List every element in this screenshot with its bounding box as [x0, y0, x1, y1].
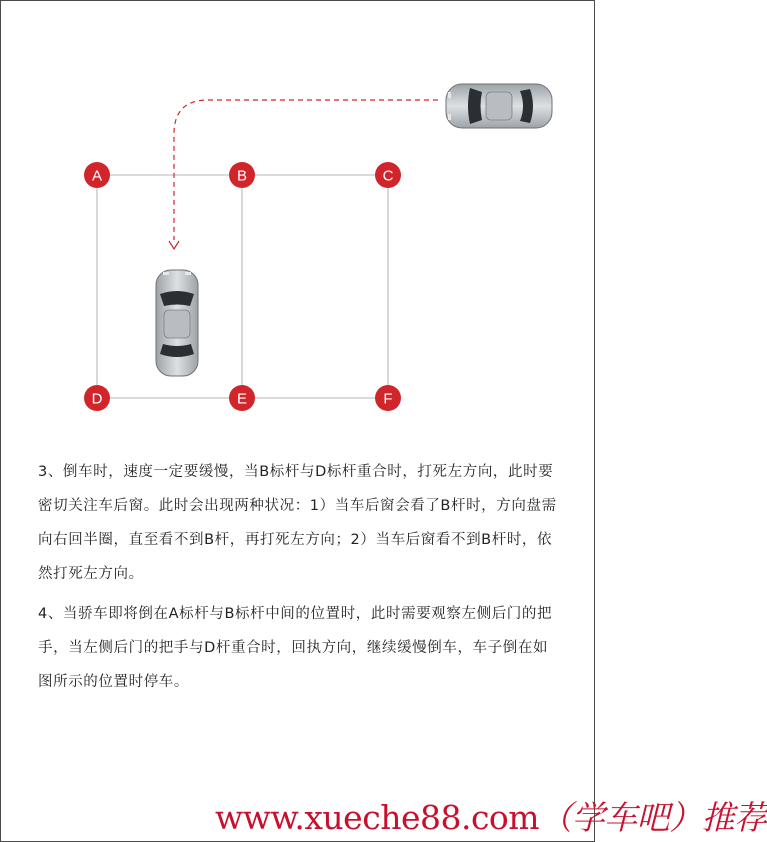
parking-diagram: [0, 0, 595, 430]
marker-b: [229, 162, 255, 188]
paragraph-step-4: 4、当骄车即将倒在A标杆与B标杆中间的位置时，此时需要观察左侧后门的把手，当左侧后门的把手与D杆重合时，回执方向，继续缓慢倒车，车子倒在如图所示的位置时停车。: [38, 606, 553, 690]
svg-text:A: A: [91, 167, 103, 185]
footer-site-name: （学车吧）推荐: [539, 798, 767, 837]
car-final-position: [156, 270, 198, 376]
svg-text:C: C: [382, 167, 394, 185]
path-arrowhead: [169, 241, 179, 249]
svg-text:B: B: [236, 167, 248, 185]
marker-f: [375, 385, 401, 411]
instruction-text: [38, 455, 558, 699]
grid-lines: [97, 175, 388, 398]
footer-url[interactable]: www.xueche88.com: [215, 798, 540, 837]
footer-watermark: [215, 796, 767, 840]
marker-a: [84, 162, 110, 188]
car-start-position: [446, 84, 552, 128]
marker-e: [229, 385, 255, 411]
svg-text:E: E: [236, 390, 248, 408]
paragraph-step-3: 3、倒车时，速度一定要缓慢，当B标杆与D标杆重合时，打死左方向，此时要密切关注车后窗。此时会出现两种状况：1）当车后窗会看了B杆时，方向盘需向右回半圈，直至看不到B杆，再打死左方向；2）当车后窗看不到B杆时，依然打死左方向。: [38, 464, 557, 582]
svg-text:D: D: [91, 390, 103, 408]
marker-d: [84, 385, 110, 411]
svg-text:F: F: [383, 390, 393, 408]
marker-c: [375, 162, 401, 188]
